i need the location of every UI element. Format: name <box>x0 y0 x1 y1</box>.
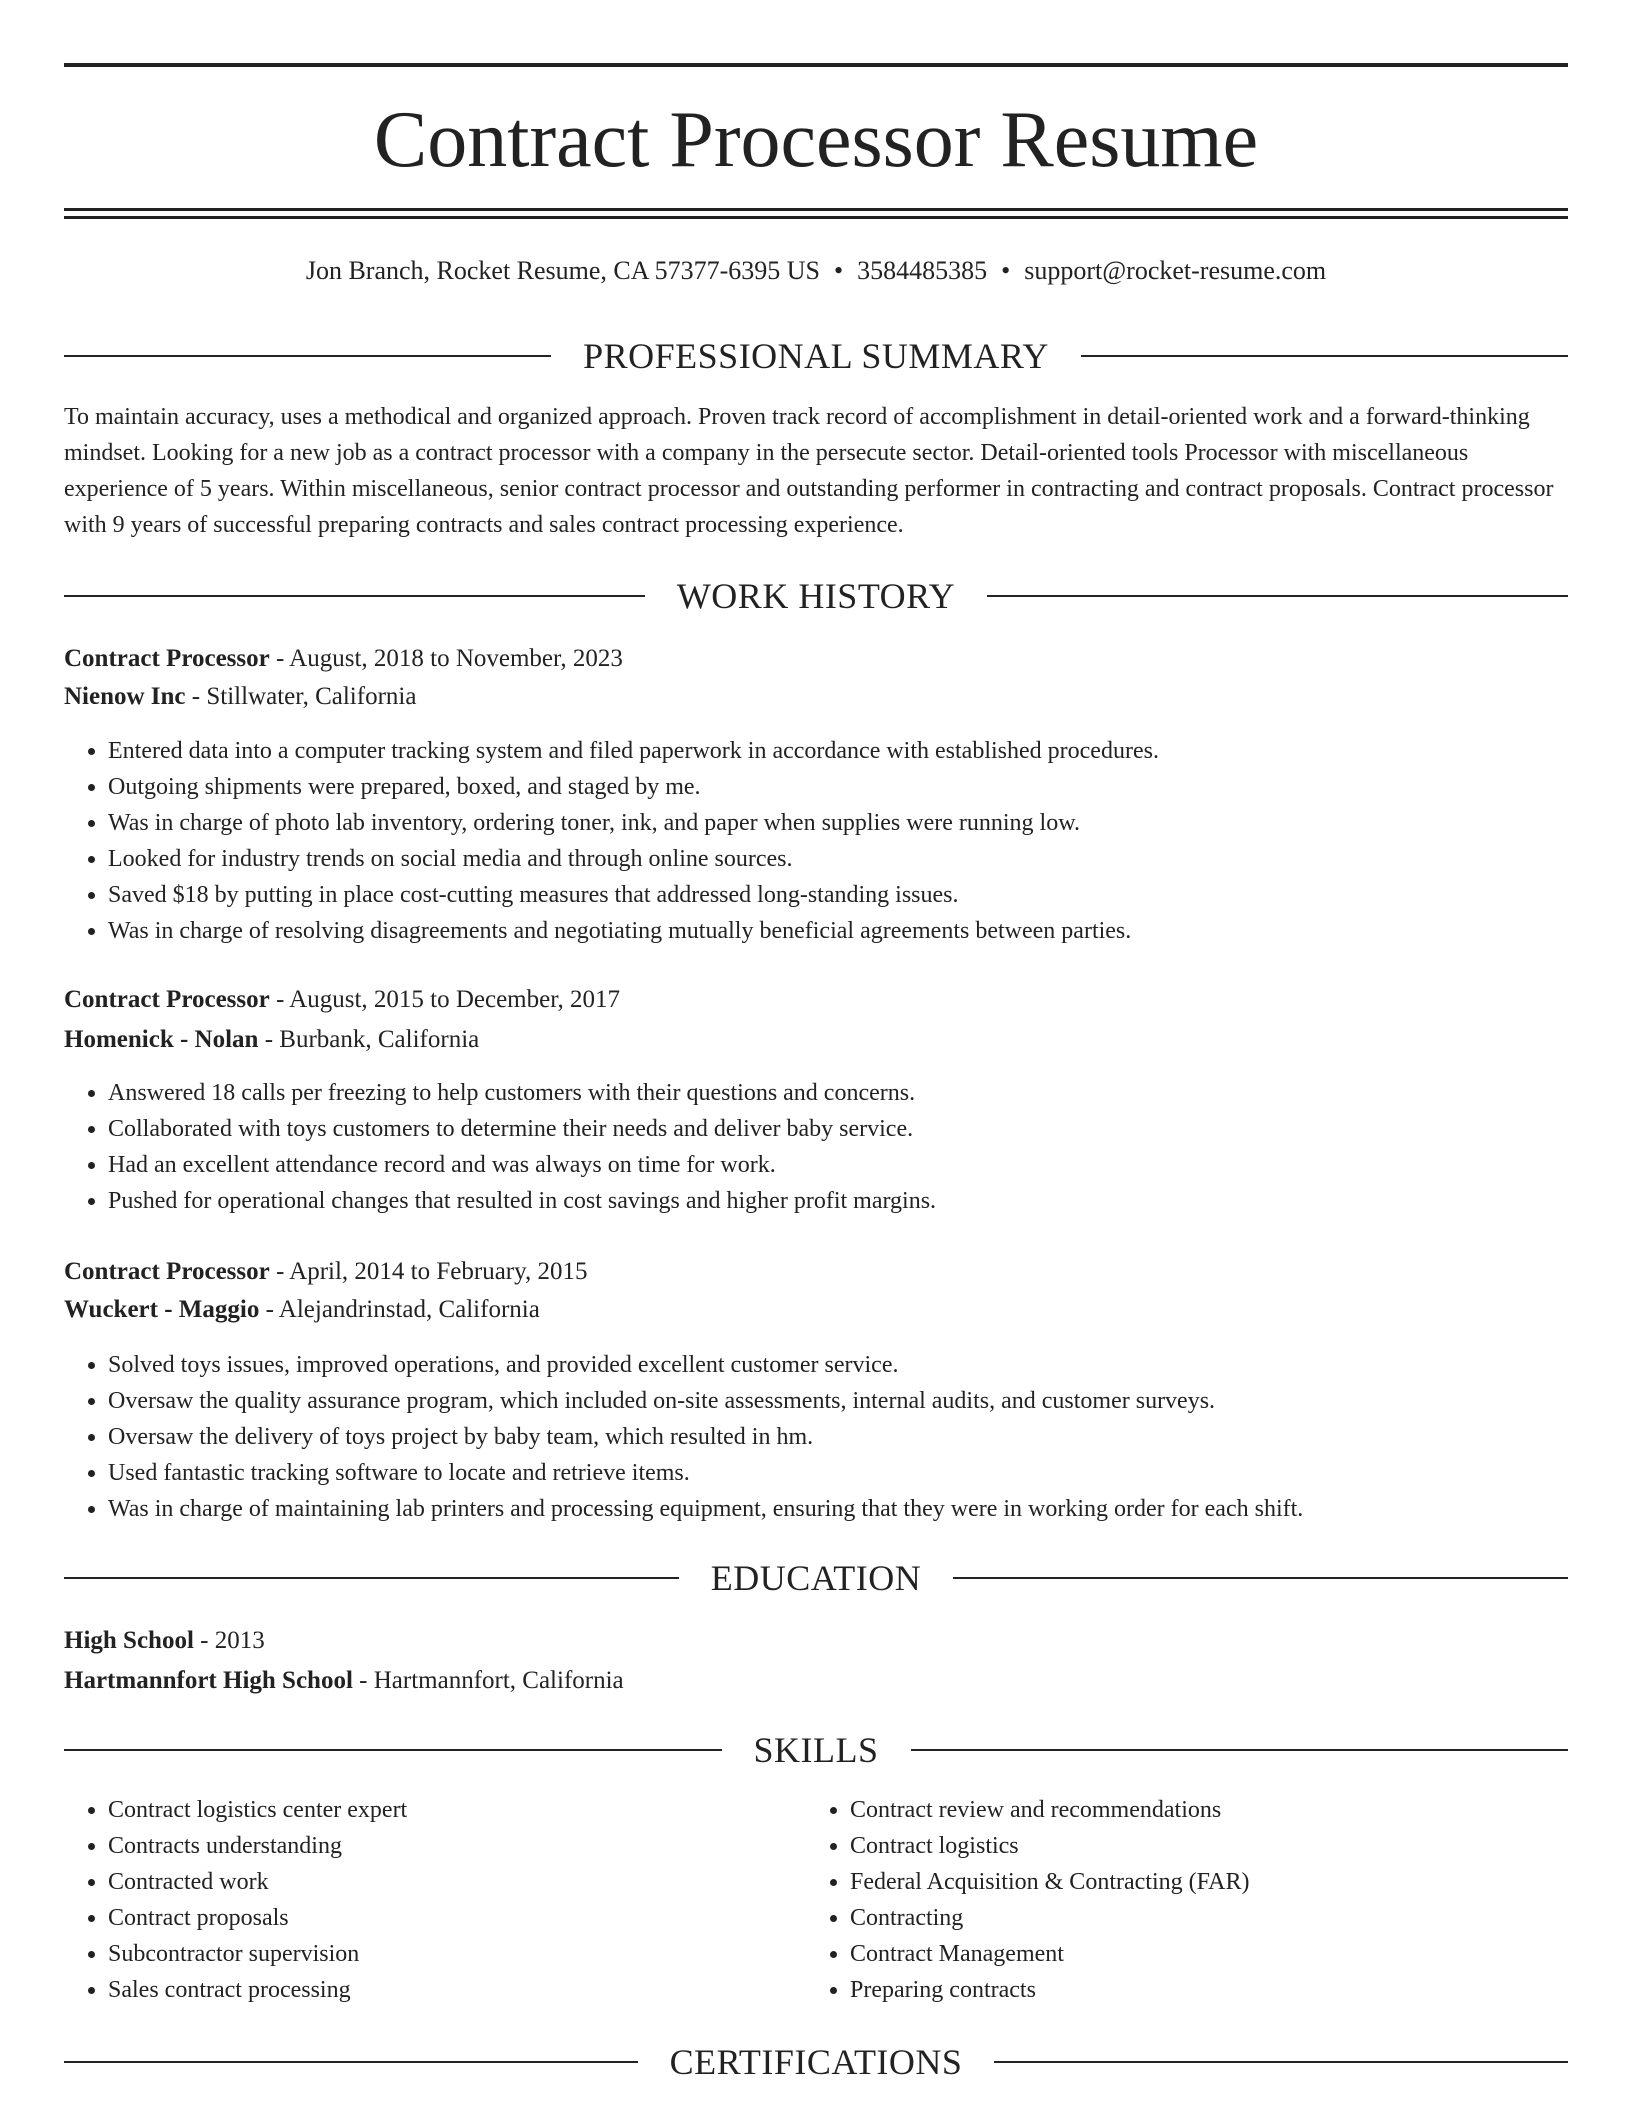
section-rule <box>64 355 551 357</box>
list-item: • Was in charge of resolving disagreements and negotiating mutually beneficial agreements between parties. <box>108 913 1612 949</box>
list-item: • Contracts understanding <box>108 1828 808 1864</box>
section-rule <box>994 2061 1568 2063</box>
contact-address: Jon Branch, Rocket Resume, CA 57377-6395 US <box>305 256 821 285</box>
list-item: • Contract Management <box>850 1936 1550 1972</box>
education-school-line <box>64 1664 1568 1698</box>
job-title-line <box>64 983 1568 1017</box>
list-item: • Looked for industry trends on social media and through online sources. <box>108 841 1612 877</box>
job-company-line <box>64 1293 1568 1327</box>
job-dates: - August, 2015 to December, 2017 <box>269 986 621 1013</box>
section-rule <box>911 1749 1569 1751</box>
list-item: • Contracting <box>850 1900 1550 1936</box>
education-year: - 2013 <box>193 1627 265 1654</box>
list-item: • Preparing contracts <box>850 1972 1550 2008</box>
job-company-line <box>64 680 1568 714</box>
list-item: • Oversaw the delivery of toys project by baby team, which resulted in hm. <box>108 1419 1612 1455</box>
section-title: PROFESSIONAL SUMMARY <box>583 336 1049 376</box>
list-item: • Solved toys issues, improved operations, and provided excellent customer service. <box>108 1347 1612 1383</box>
contact-email: support@rocket-resume.com <box>1024 256 1327 285</box>
job-company: Nienow Inc <box>64 683 186 710</box>
list-item: • Was in charge of maintaining lab printers and processing equipment, ensuring that they were in working order for each shift. <box>108 1491 1612 1527</box>
list-item: • Contract review and recommendations <box>850 1792 1550 1828</box>
list-item: • Had an excellent attendance record and was always on time for work. <box>108 1147 1612 1183</box>
section-header-certifications <box>64 2040 1568 2084</box>
job-title: Contract Processor <box>64 645 270 672</box>
section-header-education <box>64 1556 1568 1600</box>
section-rule <box>987 595 1568 597</box>
section-rule <box>64 2061 638 2063</box>
job-dates: - April, 2014 to February, 2015 <box>269 1258 588 1285</box>
section-title: SKILLS <box>753 1730 879 1770</box>
education-school: Hartmannfort High School <box>64 1667 353 1694</box>
contact-separator: • <box>834 256 844 285</box>
list-item: • Answered 18 calls per freezing to help customers with their questions and concerns. <box>108 1075 1612 1111</box>
top-rule <box>64 63 1568 67</box>
contact-line <box>64 254 1568 288</box>
job-title-line <box>64 642 1568 676</box>
section-rule <box>1081 355 1568 357</box>
section-title: WORK HISTORY <box>676 576 956 616</box>
list-item: • Contract logistics <box>850 1828 1550 1864</box>
title-rule-1 <box>64 208 1568 211</box>
list-item: • Contract proposals <box>108 1900 808 1936</box>
section-rule <box>64 1749 722 1751</box>
job-bullets <box>64 1075 1612 1219</box>
list-item: • Federal Acquisition & Contracting (FAR) <box>850 1864 1550 1900</box>
summary-text: To maintain accuracy, uses a methodical and organized approach. Proven track record of accomplishment in detail-oriented work and a forward-thinking mindset. Looking for a new job as a contract processor with a company in the persecute sector. Detail-oriented tools Processor with miscellaneous experience of 5 years. Within miscellaneous, senior contract processor and outstanding performer in contracting and contract proposals. Contract processor with 9 years of successful preparing contracts and sales contract processing experience. <box>64 404 1554 538</box>
section-rule <box>64 1577 679 1579</box>
job-company: Wuckert - Maggio <box>64 1296 260 1323</box>
list-item: • Oversaw the quality assurance program, which included on-site assessments, internal audits, and customer surveys. <box>108 1383 1612 1419</box>
section-title: EDUCATION <box>710 1558 922 1598</box>
list-item: • Collaborated with toys customers to determine their needs and deliver baby service. <box>108 1111 1612 1147</box>
job-title: Contract Processor <box>64 1258 270 1285</box>
list-item: • Contract logistics center expert <box>108 1792 808 1828</box>
section-header-skills <box>64 1728 1568 1772</box>
job-bullets <box>64 733 1612 949</box>
skills-list-right <box>806 1792 1550 2008</box>
job-title: Contract Processor <box>64 986 270 1013</box>
list-item: • Was in charge of photo lab inventory, ordering toner, ink, and paper when supplies were running low. <box>108 805 1612 841</box>
list-item: • Outgoing shipments were prepared, boxed, and staged by me. <box>108 769 1612 805</box>
job-location: - Stillwater, California <box>185 683 417 710</box>
section-rule <box>953 1577 1568 1579</box>
section-title: CERTIFICATIONS <box>669 2042 963 2082</box>
education-location: - Hartmannfort, California <box>352 1667 624 1694</box>
job-location: - Alejandrinstad, California <box>259 1296 540 1323</box>
title-rule-2 <box>64 216 1568 219</box>
job-company-line <box>64 1023 1568 1057</box>
contact-phone: 3584485385 <box>857 256 988 285</box>
education-degree: High School <box>64 1627 194 1654</box>
contact-separator: • <box>1001 256 1011 285</box>
list-item: • Subcontractor supervision <box>108 1936 808 1972</box>
list-item: • Saved $18 by putting in place cost-cutting measures that addressed long-standing issues. <box>108 877 1612 913</box>
section-header-work <box>64 574 1568 618</box>
job-title-line <box>64 1255 1568 1289</box>
list-item: • Entered data into a computer tracking system and filed paperwork in accordance with established procedures. <box>108 733 1612 769</box>
education-degree-line <box>64 1624 1568 1658</box>
job-dates: - August, 2018 to November, 2023 <box>269 645 623 672</box>
job-location: - Burbank, California <box>258 1026 480 1053</box>
section-rule <box>64 595 645 597</box>
resume-title: Contract Processor Resume <box>373 96 1259 184</box>
section-header-summary <box>64 334 1568 378</box>
list-item: • Sales contract processing <box>108 1972 808 2008</box>
list-item: • Pushed for operational changes that resulted in cost savings and higher profit margins. <box>108 1183 1612 1219</box>
job-bullets <box>64 1347 1612 1527</box>
skills-list-left <box>64 1792 808 2008</box>
list-item: • Used fantastic tracking software to locate and retrieve items. <box>108 1455 1612 1491</box>
list-item: • Contracted work <box>108 1864 808 1900</box>
job-company: Homenick - Nolan <box>64 1026 259 1053</box>
